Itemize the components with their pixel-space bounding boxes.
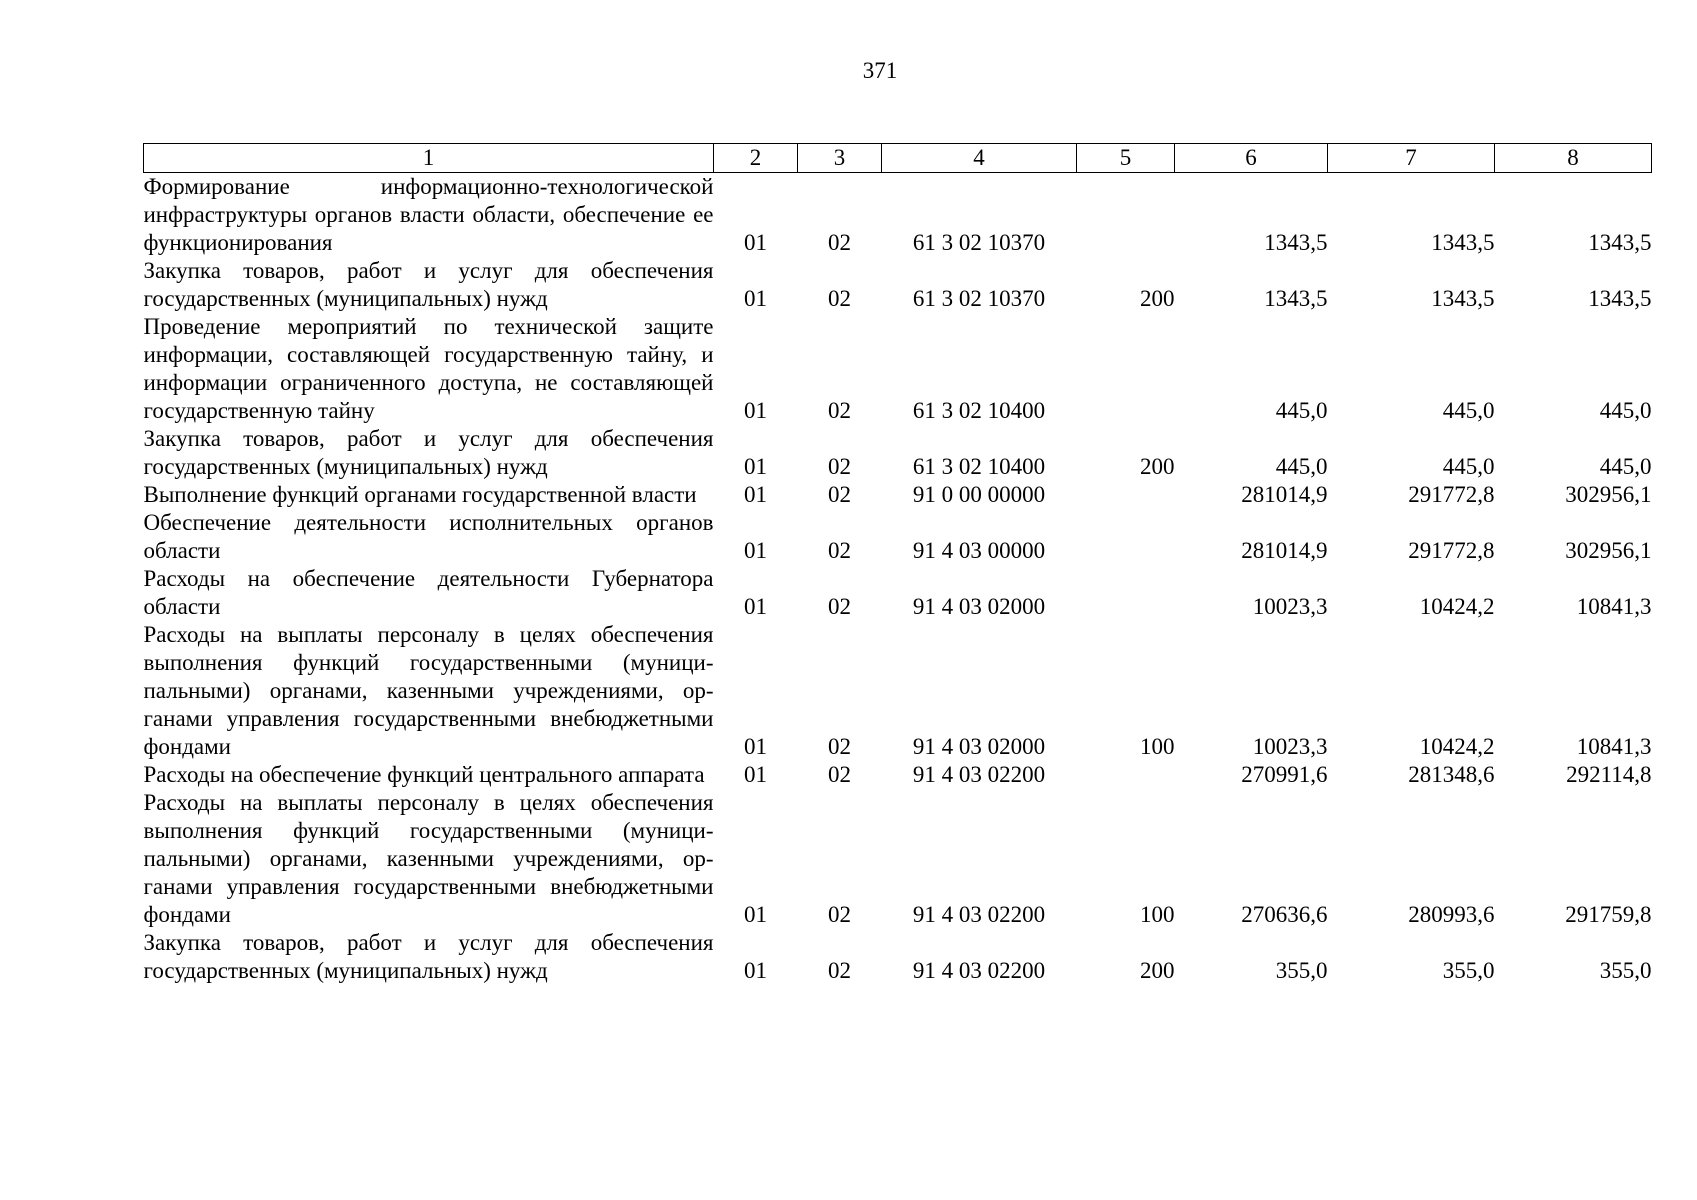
target-article-code: 91 4 03 02000 — [912, 734, 1046, 759]
target-article-code: 91 4 03 02200 — [912, 958, 1046, 983]
expense-type-code: 200 — [1140, 958, 1175, 983]
amount-col-7: 281348,6 — [1408, 762, 1495, 787]
row-description: Закупка товаров, работ и услуг для обеспечения государственных (муниципальных) нужд — [143, 930, 714, 983]
amount-col-6: 281014,9 — [1241, 482, 1328, 507]
amount-col-7: 355,0 — [1442, 958, 1495, 983]
table-row — [144, 173, 1652, 258]
row-description: Формирование информационно-технологической инфраструктуры органов власти области, обеспечение ее функционирования — [143, 174, 714, 255]
amount-col-6: 10023,3 — [1252, 734, 1328, 759]
expense-type-code — [1077, 481, 1175, 509]
amount-col-7: 445,0 — [1442, 398, 1495, 423]
amount-col-7: 1343,5 — [1431, 230, 1495, 255]
amount-col-6: 445,0 — [1275, 454, 1328, 479]
target-article-code: 61 3 02 10370 — [912, 286, 1046, 311]
target-article-code: 91 0 00 00000 — [912, 482, 1046, 507]
amount-col-8: 302956,1 — [1565, 482, 1652, 507]
table-row — [144, 509, 1652, 565]
amount-col-7: 291772,8 — [1408, 482, 1495, 507]
table-body — [144, 173, 1652, 986]
amount-col-6: 10023,3 — [1252, 594, 1328, 619]
expense-type-code — [1077, 313, 1175, 425]
page-number: 371 — [862, 58, 898, 83]
section-code: 01 — [744, 538, 767, 563]
column-header-5: 5 — [1077, 144, 1175, 173]
row-description: Расходы на обеспечение деятельности Губернатора области — [143, 566, 714, 619]
column-header-3: 3 — [798, 144, 882, 173]
amount-col-7: 280993,6 — [1408, 902, 1495, 927]
subsection-code: 02 — [828, 958, 851, 983]
amount-col-6: 355,0 — [1275, 958, 1328, 983]
subsection-code: 02 — [828, 482, 851, 507]
amount-col-8: 1343,5 — [1588, 286, 1652, 311]
table-row — [144, 929, 1652, 985]
table-row — [144, 257, 1652, 313]
amount-col-6: 1343,5 — [1264, 286, 1328, 311]
subsection-code: 02 — [828, 594, 851, 619]
amount-col-6: 1343,5 — [1264, 230, 1328, 255]
row-description: Обеспечение деятельности исполнительных органов области — [143, 510, 714, 563]
header-row — [144, 144, 1652, 173]
table-row — [144, 789, 1652, 929]
expense-type-code — [1077, 509, 1175, 565]
amount-col-8: 291759,8 — [1565, 902, 1652, 927]
table-header — [144, 144, 1652, 173]
table-row — [144, 425, 1652, 481]
amount-col-8: 10841,3 — [1576, 594, 1652, 619]
target-article-code: 61 3 02 10370 — [912, 230, 1046, 255]
amount-col-8: 10841,3 — [1576, 734, 1652, 759]
amount-col-6: 270636,6 — [1241, 902, 1328, 927]
section-code: 01 — [744, 482, 767, 507]
amount-col-7: 445,0 — [1442, 454, 1495, 479]
target-article-code: 61 3 02 10400 — [912, 454, 1046, 479]
subsection-code: 02 — [828, 762, 851, 787]
section-code: 01 — [744, 594, 767, 619]
table-row — [144, 761, 1652, 789]
row-description: Закупка товаров, работ и услуг для обеспечения государственных (муниципальных) нужд — [143, 426, 714, 479]
section-code: 01 — [744, 398, 767, 423]
section-code: 01 — [744, 734, 767, 759]
subsection-code: 02 — [828, 454, 851, 479]
table-row — [144, 565, 1652, 621]
subsection-code: 02 — [828, 398, 851, 423]
target-article-code: 61 3 02 10400 — [912, 398, 1046, 423]
subsection-code: 02 — [828, 230, 851, 255]
amount-col-7: 10424,2 — [1419, 734, 1495, 759]
row-description: Расходы на выплаты персоналу в целях обеспечения выполнения функций государственными (муниципальными) органами, казенными учреждениями, органами управления государственными внебюджетными фондами — [143, 622, 714, 759]
column-header-4: 4 — [882, 144, 1077, 173]
expense-type-code — [1077, 761, 1175, 789]
target-article-code: 91 4 03 02200 — [912, 902, 1046, 927]
column-header-7: 7 — [1328, 144, 1495, 173]
amount-col-6: 281014,9 — [1241, 538, 1328, 563]
expense-type-code: 200 — [1140, 454, 1175, 479]
section-code: 01 — [744, 286, 767, 311]
amount-col-7: 1343,5 — [1431, 286, 1495, 311]
target-article-code: 91 4 03 00000 — [912, 538, 1046, 563]
table-row — [144, 313, 1652, 425]
row-description: Расходы на обеспечение функций центрального аппарата — [143, 762, 705, 787]
amount-col-8: 302956,1 — [1565, 538, 1652, 563]
row-description: Проведение мероприятий по технической защите информации, составляющей государственную тайну, и информации ограниченного доступа, не составляющей государственную тайну — [143, 314, 714, 423]
amount-col-8: 292114,8 — [1566, 762, 1652, 787]
row-description: Расходы на выплаты персоналу в целях обеспечения выполнения функций государственными (муниципальными) органами, казенными учреждениями, органами управления государственными внебюджетными фондами — [143, 790, 714, 927]
subsection-code: 02 — [828, 902, 851, 927]
amount-col-6: 270991,6 — [1241, 762, 1328, 787]
expense-type-code — [1077, 565, 1175, 621]
expense-type-code: 200 — [1140, 286, 1175, 311]
section-code: 01 — [744, 454, 767, 479]
expense-type-code — [1077, 173, 1175, 258]
amount-col-8: 445,0 — [1599, 454, 1652, 479]
row-description: Закупка товаров, работ и услуг для обеспечения государственных (муниципальных) нужд — [143, 258, 714, 311]
row-description: Выполнение функций органами государственной власти — [143, 482, 697, 507]
amount-col-7: 10424,2 — [1419, 594, 1495, 619]
section-code: 01 — [744, 958, 767, 983]
section-code: 01 — [744, 230, 767, 255]
expense-type-code: 100 — [1140, 902, 1175, 927]
amount-col-8: 355,0 — [1599, 958, 1652, 983]
column-header-8: 8 — [1495, 144, 1652, 173]
column-header-2: 2 — [714, 144, 798, 173]
table-row — [144, 621, 1652, 761]
amount-col-7: 291772,8 — [1408, 538, 1495, 563]
amount-col-6: 445,0 — [1275, 398, 1328, 423]
subsection-code: 02 — [828, 734, 851, 759]
column-header-1: 1 — [144, 144, 714, 173]
target-article-code: 91 4 03 02000 — [912, 594, 1046, 619]
subsection-code: 02 — [828, 286, 851, 311]
column-header-6: 6 — [1175, 144, 1328, 173]
table-row — [144, 481, 1652, 509]
amount-col-8: 445,0 — [1599, 398, 1652, 423]
section-code: 01 — [744, 762, 767, 787]
amount-col-8: 1343,5 — [1588, 230, 1652, 255]
expense-type-code: 100 — [1140, 734, 1175, 759]
target-article-code: 91 4 03 02200 — [912, 762, 1046, 787]
section-code: 01 — [744, 902, 767, 927]
budget-table — [143, 143, 1652, 985]
subsection-code: 02 — [828, 538, 851, 563]
